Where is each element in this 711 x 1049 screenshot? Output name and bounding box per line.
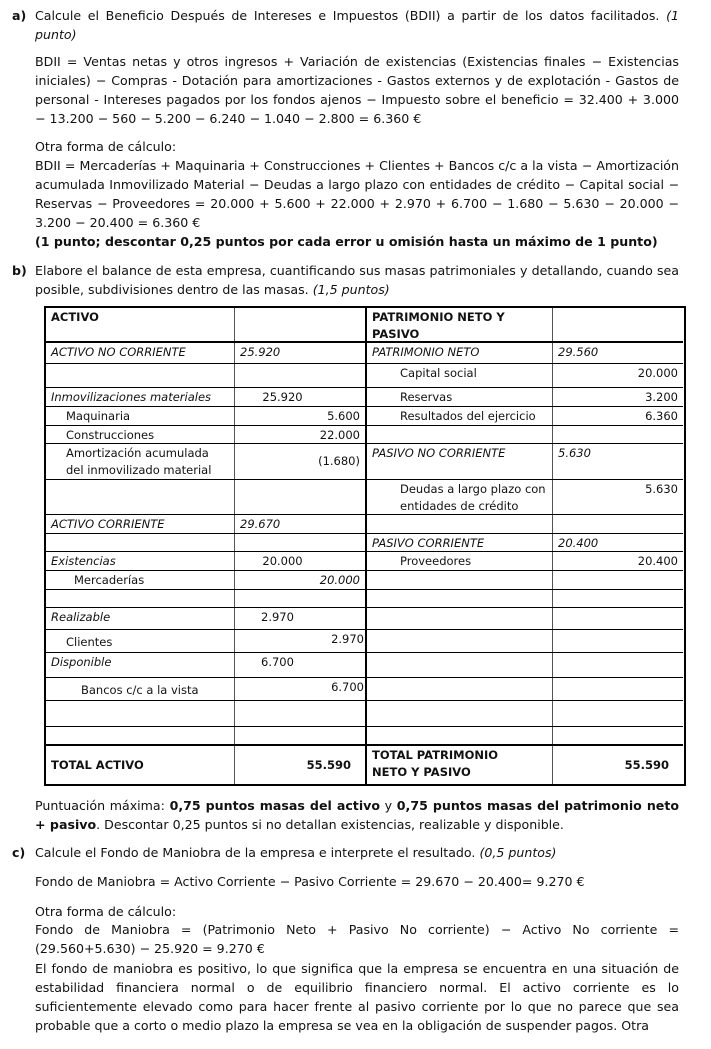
row-value: 6.700 [261,655,294,669]
row-label: Resultados del ejercicio [367,407,553,425]
table-row [46,515,365,534]
row-label: Mercaderías [46,571,235,589]
row-value: 20.000 [262,554,303,568]
row-label: ACTIVO NO CORRIENTE [46,343,235,363]
question-a-text: Calcule el Beneficio Después de Intereses e Impuestos (BDII) a partir de los datos facilitados. [35,8,660,23]
table-row [46,678,365,701]
table-row [367,388,683,407]
row-label: Bancos c/c a la vista [46,678,235,700]
pasivo-header-line-1: PATRIMONIO NETO Y [372,310,505,324]
bdii-formula-2: BDII = Mercaderías + Maquinaria + Construcciones + Clientes + Bancos c/c a la vista − Amortización acumulada Inmovilizado Material − Deudas a largo plazo con entidades de crédito − Capital social − Reservas − Proveedores = 20.000 + 5.600 + 22.000 + 2.970 + 6.700 − 1.680 − 5.630 − 20.000 − 3.200 − 20.400 = 6.360 € [35,158,679,230]
table-row [46,388,365,407]
fondo-maniobra-formula-1: Fondo de Maniobra = Activo Corriente − Pasivo Corriente = 29.670 − 20.400= 9.270 € [35,874,585,889]
table-row [367,480,683,515]
table-row [367,590,683,608]
scoring-and: y [384,798,393,813]
row-label: PATRIMONIO NETO [367,343,553,363]
table-row [367,426,683,444]
fondo-maniobra-formula-2: Fondo de Maniobra = (Patrimonio Neto + Pasivo No corriente) − Activo No corriente = (29.560+5.630) − 25.920 = 9.270 € [35,922,679,956]
balance-sheet-table [44,306,686,786]
row-value: 5.630 [558,446,591,460]
row-value: 20.400 [558,536,599,550]
question-c [12,843,679,862]
table-row [46,364,365,388]
table-row [46,608,365,630]
row-value: 3.200 [645,390,678,404]
table-row [46,444,365,480]
scoring-prefix: Puntuación máxima: [35,798,165,813]
interpretation-c: El fondo de maniobra es positivo, lo que significa que la empresa se encuentra en una situación de estabilidad financiera normal o de equilibrio financiero normal. El activo corriente es lo suficientemente elevado como para hacer frente al pasivo corriente por lo que no parece que sea probable que a corto o medio plazo la empresa se vea en la obligación de suspender pagos. Otra [35,961,679,1033]
pasivo-header-line-2: PASIVO [372,327,420,341]
row-label: Deudas a largo plazo con entidades de crédito [367,480,553,514]
table-row [46,727,365,746]
table-row [46,480,365,515]
row-label: Construcciones [46,426,235,443]
table-row [46,426,365,444]
total-activo-value: 55.590 [306,757,351,772]
question-a-points: (1 punto) [35,8,679,42]
row-label: PASIVO CORRIENTE [367,534,553,551]
table-row [367,343,683,364]
row-label: Clientes [46,630,235,652]
table-row [367,630,683,653]
table-row [367,407,683,426]
table-row [367,552,683,571]
table-row [46,343,365,364]
table-row [367,571,683,590]
table-row [46,701,365,727]
row-value: 25.920 [240,345,281,359]
row-label: Capital social [367,364,553,387]
table-row [46,590,365,608]
row-value: 6.700 [331,680,364,694]
row-value: 5.630 [645,482,678,496]
total-pasivo-label-line-1: TOTAL PATRIMONIO [372,748,499,762]
row-label: Proveedores [367,552,553,570]
question-a [12,6,679,44]
activo-column [46,308,365,784]
table-row [367,608,683,630]
row-label: PASIVO NO CORRIENTE [367,444,553,479]
row-value: 20.000 [319,573,360,587]
row-label: Amortización acumulada del inmovilizado material [46,444,235,479]
row-value: 2.970 [261,610,294,624]
row-label: Existencias [46,552,235,570]
bdii-formula-1: BDII = Ventas netas y otros ingresos + Variación de existencias (Existencias finales − Existencias iniciales) − Compras - Dotación para amortizaciones - Gastos externos y de explotación - Gastos de personal - Intereses pagados por los fondos ajenos − Impuesto sobre el beneficio = 32.400 + 3.000 − 13.200 − 560 − 5.200 − 6.240 − 1.040 − 2.800 = 6.360 € [35,54,679,126]
question-b [12,261,679,299]
scoring-pasivo: 0,75 puntos masas del patrimonio neto + pasivo [35,798,680,832]
row-label: Maquinaria [46,407,235,425]
table-row [46,534,365,552]
table-row [367,701,683,727]
table-row [367,364,683,388]
row-value: 5.600 [327,409,360,423]
table-row [367,653,683,678]
table-row [46,407,365,426]
pasivo-header [367,308,553,341]
row-label: Disponible [46,653,235,677]
row-value: 22.000 [319,428,360,442]
table-row [46,653,365,678]
alt-heading-c: Otra forma de cálculo: [35,904,177,919]
row-label: ACTIVO CORRIENTE [46,515,235,533]
table-row [367,678,683,701]
row-value: 29.560 [558,345,599,359]
total-activo-row [46,746,365,784]
total-pasivo-label-line-2: NETO Y PASIVO [372,765,471,779]
pasivo-header-row [367,308,683,343]
scoring-suffix: . Descontar 0,25 puntos si no detallan existencias, realizable y disponible. [96,817,564,832]
table-row [367,515,683,534]
scoring-note-b [35,796,679,834]
table-row [367,534,683,552]
row-value: 6.360 [645,409,678,423]
row-value: 2.970 [331,632,364,646]
total-pasivo-label [367,746,553,784]
pasivo-column [365,308,683,784]
grading-note-a: (1 punto; descontar 0,25 puntos por cada error u omisión hasta un máximo de 1 punto) [35,234,658,249]
scoring-activo: 0,75 puntos masas del activo [169,798,380,813]
total-activo-label: TOTAL ACTIVO [46,746,235,784]
row-value: 20.000 [637,366,678,380]
question-b-text: Elabore el balance de esta empresa, cuantificando sus masas patrimoniales y detallando, cuando sea posible, subdivisiones dentro de las masas. [35,263,679,297]
table-row [367,444,683,480]
total-pasivo-row [367,746,683,784]
table-row [46,630,365,653]
question-b-points: (1,5 puntos) [312,282,390,297]
label-a: a) [12,8,27,23]
label-c: c) [12,845,26,860]
table-row [46,552,365,571]
row-label: Realizable [46,608,235,629]
alt-heading-a: Otra forma de cálculo: [35,139,177,154]
table-row [46,571,365,590]
label-b: b) [12,263,27,278]
total-pasivo-value: 55.590 [624,757,669,772]
question-c-points: (0,5 puntos) [479,845,557,860]
row-value: 20.400 [637,554,678,568]
question-c-text: Calcule el Fondo de Maniobra de la empresa e interprete el resultado. [35,845,476,860]
activo-header-row [46,308,365,343]
row-value: 29.670 [240,517,281,531]
table-row [367,727,683,746]
row-label: Inmovilizaciones materiales [46,388,235,406]
activo-header: ACTIVO [46,308,235,341]
row-value: 25.920 [262,390,303,404]
row-label: Reservas [367,388,553,406]
row-value: (1.680) [318,454,360,468]
